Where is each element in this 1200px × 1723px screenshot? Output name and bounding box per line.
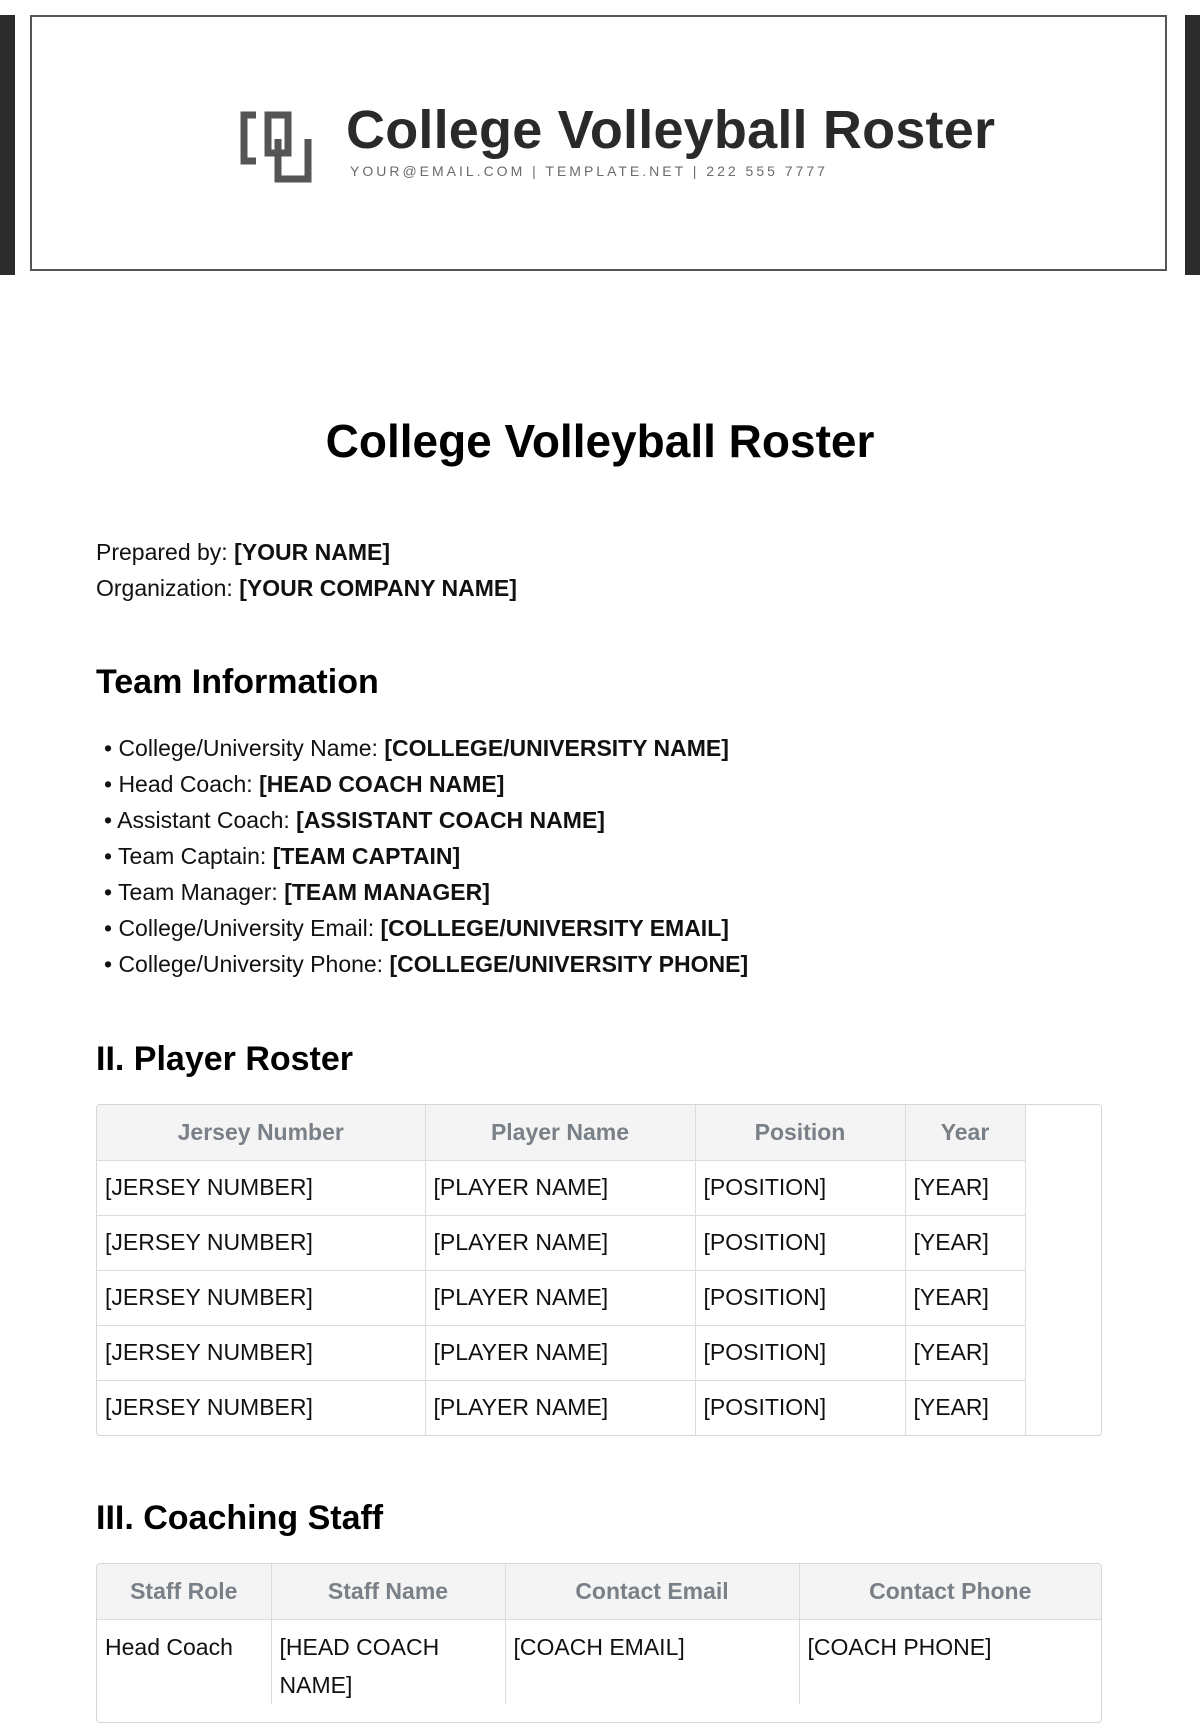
prepared-by-value: [YOUR NAME] xyxy=(234,539,390,565)
player-roster-heading: II. Player Roster xyxy=(96,1040,354,1078)
table-cell: [POSITION] xyxy=(695,1215,905,1270)
table-row xyxy=(97,1215,1025,1270)
table-cell: [YEAR] xyxy=(905,1160,1025,1215)
letterhead-title: College Volleyball Roster xyxy=(346,100,996,160)
table-cell: [JERSEY NUMBER] xyxy=(97,1325,425,1380)
column-header: Contact Email xyxy=(505,1564,799,1619)
list-item: • Team Captain: [TEAM CAPTAIN] xyxy=(104,843,461,869)
table-cell: [PLAYER NAME] xyxy=(425,1380,695,1435)
table-cell: [JERSEY NUMBER] xyxy=(97,1215,425,1270)
prepared-by-line xyxy=(96,534,517,570)
table-row xyxy=(97,1325,1025,1380)
table-cell: [COACH PHONE] xyxy=(807,1633,992,1660)
left-edge-bar xyxy=(0,15,15,275)
list-item: • Head Coach: [HEAD COACH NAME] xyxy=(104,771,505,797)
column-header: Staff Role xyxy=(97,1564,271,1619)
organization-value: [YOUR COMPANY NAME] xyxy=(239,575,517,601)
table-cell: [YEAR] xyxy=(905,1325,1025,1380)
player-roster-grid xyxy=(97,1105,1026,1435)
organization-line xyxy=(96,570,517,606)
coaching-staff-table xyxy=(96,1563,1102,1723)
list-item: • Assistant Coach: [ASSISTANT COACH NAME] xyxy=(104,807,605,833)
table-cell: [POSITION] xyxy=(695,1325,905,1380)
table-cell: [HEAD COACH NAME] xyxy=(271,1619,505,1704)
team-info-list xyxy=(104,730,748,982)
letterhead-contact: YOUR@EMAIL.COM | TEMPLATE.NET | 222 555 7777 xyxy=(350,163,828,179)
table-header-row xyxy=(97,1564,1101,1619)
table-cell: [PLAYER NAME] xyxy=(425,1215,695,1270)
team-info-heading: Team Information xyxy=(96,663,379,701)
column-header: Staff Name xyxy=(271,1564,505,1619)
list-item: • College/University Email: [COLLEGE/UNIVERSITY EMAIL] xyxy=(104,915,729,941)
table-cell: [COACH EMAIL] xyxy=(505,1619,799,1704)
column-header: Player Name xyxy=(425,1105,695,1160)
table-row xyxy=(97,1160,1025,1215)
table-cell: Head Coach xyxy=(97,1619,271,1704)
table-cell: [YEAR] xyxy=(905,1215,1025,1270)
table-cell: [POSITION] xyxy=(695,1270,905,1325)
table-cell: [JERSEY NUMBER] xyxy=(97,1380,425,1435)
column-header: Year xyxy=(905,1105,1025,1160)
letterhead xyxy=(30,15,1167,271)
table-row xyxy=(97,1380,1025,1435)
table-cell: [YEAR] xyxy=(905,1380,1025,1435)
column-header: Position xyxy=(695,1105,905,1160)
table-row xyxy=(97,1619,1101,1704)
coaching-staff-heading: III. Coaching Staff xyxy=(96,1499,384,1537)
prepared-by-label: Prepared by: xyxy=(96,539,228,565)
table-cell: [JERSEY NUMBER] xyxy=(97,1160,425,1215)
table-cell: [JERSEY NUMBER] xyxy=(97,1270,425,1325)
table-cell: [PLAYER NAME] xyxy=(425,1270,695,1325)
document-meta xyxy=(96,534,517,606)
right-edge-bar xyxy=(1185,15,1200,275)
document-title: College Volleyball Roster xyxy=(325,415,875,467)
player-roster-table xyxy=(96,1104,1102,1436)
table-cell: [POSITION] xyxy=(695,1380,905,1435)
column-header: Contact Phone xyxy=(799,1564,1101,1619)
table-cell: [PLAYER NAME] xyxy=(425,1160,695,1215)
list-item: • Team Manager: [TEAM MANAGER] xyxy=(104,879,490,905)
organization-label: Organization: xyxy=(96,575,233,601)
table-header-row xyxy=(97,1105,1025,1160)
list-item: • College/University Name: [COLLEGE/UNIVERSITY NAME] xyxy=(104,735,729,761)
table-row xyxy=(97,1270,1025,1325)
table-cell: [PLAYER NAME] xyxy=(425,1325,695,1380)
table-cell: [YEAR] xyxy=(905,1270,1025,1325)
coaching-staff-grid xyxy=(97,1564,1101,1704)
table-cell: [POSITION] xyxy=(695,1160,905,1215)
column-header: Jersey Number xyxy=(97,1105,425,1160)
brand-logo-icon xyxy=(238,109,312,185)
list-item: • College/University Phone: [COLLEGE/UNIVERSITY PHONE] xyxy=(104,951,749,977)
